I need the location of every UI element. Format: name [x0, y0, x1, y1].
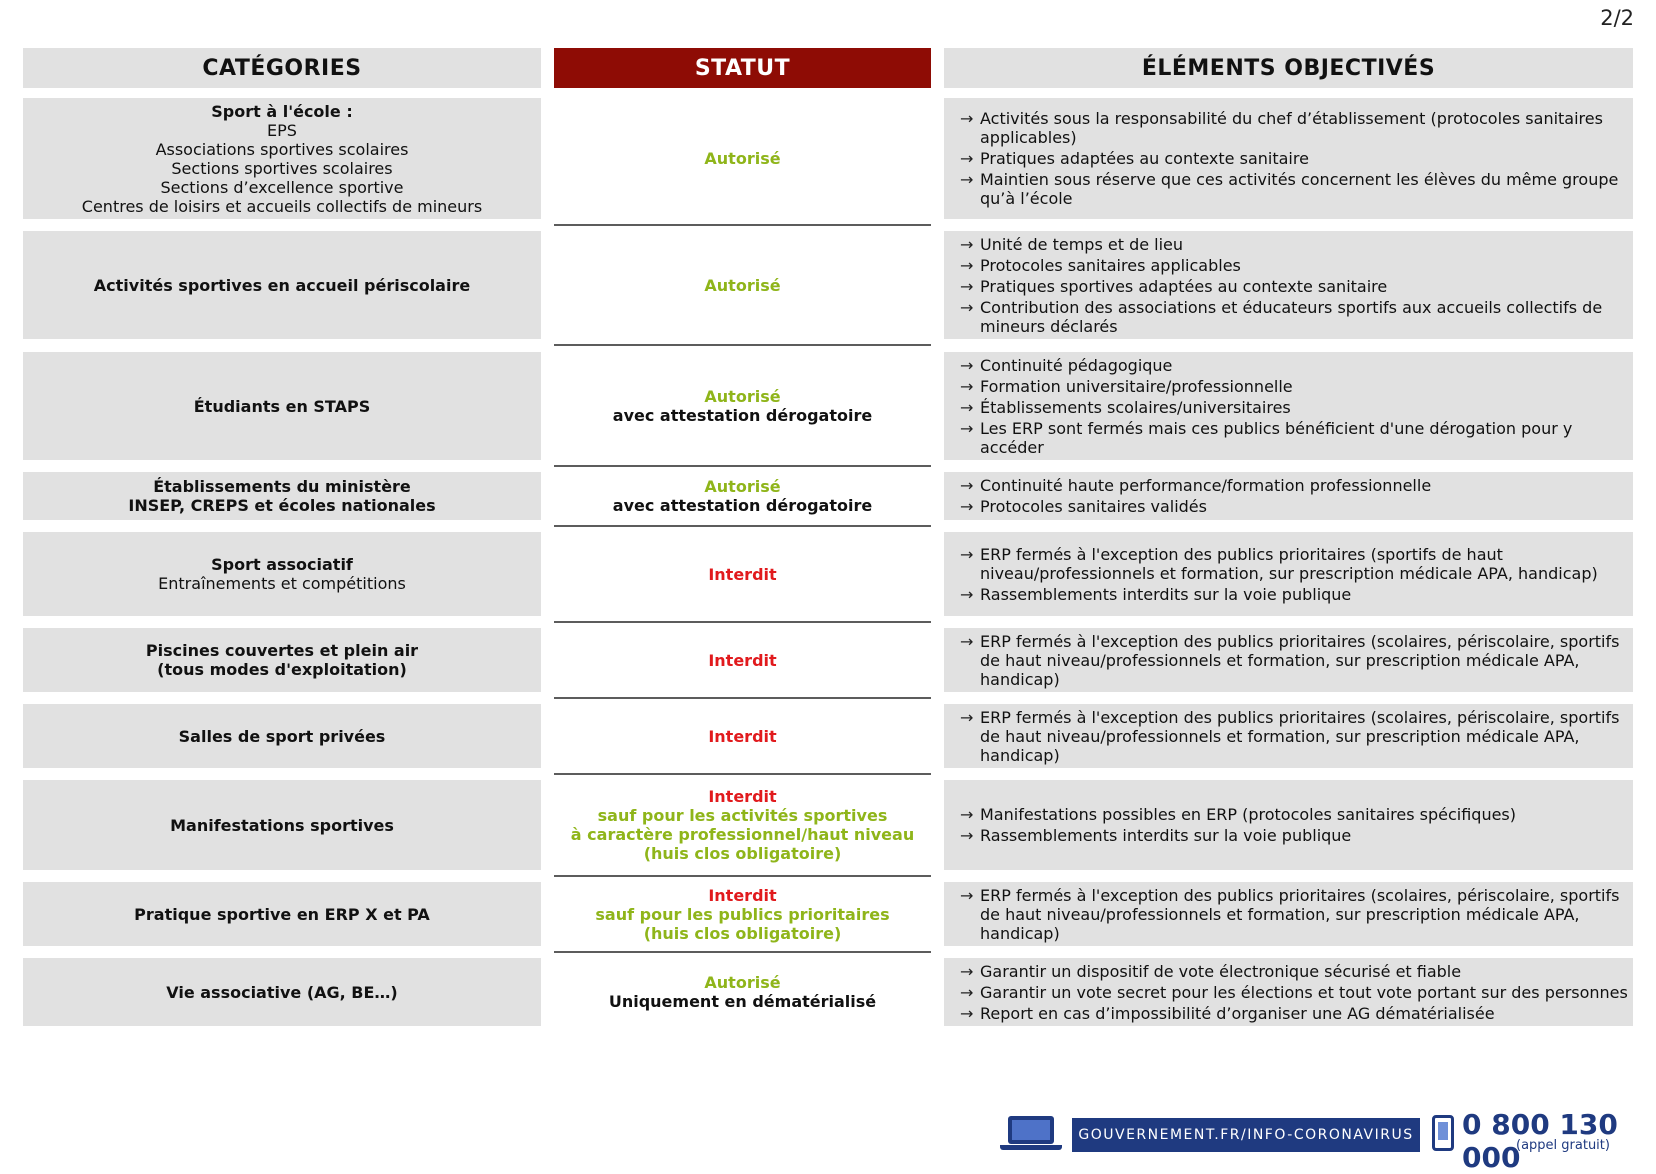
arrow-right-icon: → [960, 109, 974, 128]
element-text: Rassemblements interdits sur la voie publique [980, 826, 1352, 845]
status-cell [554, 958, 931, 1026]
category-cell [23, 628, 541, 692]
element-bullet [960, 298, 1633, 336]
element-text: Les ERP sont fermés mais ces publics bénéficient d'une dérogation pour y accéder [980, 418, 1573, 457]
phone-note: (appel gratuit) [1516, 1138, 1610, 1153]
laptop-icon [1000, 1116, 1062, 1150]
status-note: sauf pour les activités sportives [597, 806, 888, 825]
row-divider [554, 697, 931, 699]
arrow-right-icon: → [960, 631, 974, 651]
category-cell [23, 352, 541, 460]
element-text: Continuité haute performance/formation professionnelle [980, 476, 1432, 495]
table-row [0, 231, 1656, 339]
elements-cell [944, 628, 1633, 692]
category-line: Sections d’excellence sportive [160, 177, 404, 197]
status-badge: Autorisé [704, 477, 781, 496]
status-note: Uniquement en dématérialisé [608, 992, 877, 1011]
category-line: Centres de loisirs et accueils collectifs de mineurs [81, 196, 483, 216]
elements-cell [944, 704, 1633, 768]
element-text: Protocoles sanitaires validés [980, 497, 1207, 516]
category-line: Manifestations sportives [170, 815, 394, 835]
table-row [0, 472, 1656, 520]
header-statut: STATUT [554, 48, 931, 88]
status-cell [554, 628, 931, 692]
status-note: sauf pour les publics prioritaires [595, 904, 890, 924]
header-categories: CATÉGORIES [23, 48, 541, 88]
category-cell [23, 231, 541, 339]
elements-cell [944, 352, 1633, 460]
category-line: Activités sportives en accueil périscolaire [93, 275, 471, 295]
category-cell [23, 882, 541, 946]
element-text: Formation universitaire/professionnelle [980, 376, 1293, 396]
status-badge: Interdit [708, 650, 777, 670]
row-divider [554, 621, 931, 623]
status-note: avec attestation dérogatoire [612, 406, 873, 425]
category-line: Salles de sport privées [178, 726, 386, 746]
element-text: Manifestations possibles en ERP (protocoles sanitaires spécifiques) [980, 805, 1517, 824]
element-bullet [960, 356, 1633, 375]
element-bullet [960, 419, 1633, 457]
elements-cell [944, 231, 1633, 339]
status-cell [554, 704, 931, 768]
element-bullet [960, 398, 1633, 417]
elements-cell [944, 532, 1633, 616]
row-divider [554, 465, 931, 467]
element-text: ERP fermés à l'exception des publics prioritaires (scolaires, périscolaire, sportifs de haut niveau/professionnels et formation, sur prescription médicale APA, handicap) [980, 885, 1620, 943]
category-line: Sport à l'école : [211, 101, 353, 121]
arrow-right-icon: → [960, 234, 974, 254]
table-row [0, 882, 1656, 946]
category-line: (tous modes d'exploitation) [157, 660, 407, 679]
element-text: ERP fermés à l'exception des publics prioritaires (scolaires, périscolaire, sportifs de haut niveau/professionnels et formation, sur prescription médicale APA, handicap) [980, 707, 1620, 765]
element-text: Protocoles sanitaires applicables [980, 255, 1241, 275]
phone-number[interactable]: 0 800 130 000 [1462, 1108, 1618, 1174]
element-bullet [960, 585, 1633, 604]
arrow-right-icon: → [960, 885, 974, 905]
arrow-right-icon: → [960, 805, 974, 824]
element-text: ERP fermés à l'exception des publics prioritaires (sportifs de haut niveau/professionnels et formation, sur prescription médicale APA, handicap) [980, 544, 1598, 583]
element-text: ERP fermés à l'exception des publics prioritaires (scolaires, périscolaire, sportifs de haut niveau/professionnels et formation, sur prescription médicale APA, handicap) [980, 631, 1620, 689]
category-line: Entraînements et compétitions [158, 574, 406, 593]
row-divider [554, 773, 931, 775]
element-bullet [960, 256, 1633, 275]
arrow-right-icon: → [960, 982, 974, 1002]
category-line: Établissements du ministère [153, 477, 411, 496]
phone-icon [1432, 1115, 1454, 1151]
category-line: Piscines couvertes et plein air [145, 641, 419, 660]
element-bullet [960, 476, 1633, 495]
element-bullet [960, 170, 1633, 208]
element-text: Rassemblements interdits sur la voie publique [980, 584, 1352, 604]
status-badge: Interdit [708, 787, 777, 806]
arrow-right-icon: → [960, 707, 974, 727]
element-bullet [960, 1004, 1633, 1023]
status-badge: Autorisé [704, 973, 781, 992]
arrow-right-icon: → [960, 1003, 974, 1023]
status-badge: Autorisé [704, 275, 781, 295]
status-cell [554, 532, 931, 616]
table-row [0, 704, 1656, 768]
category-line: Pratique sportive en ERP X et PA [134, 904, 430, 924]
elements-cell [944, 472, 1633, 520]
elements-cell [944, 958, 1633, 1026]
arrow-right-icon: → [960, 961, 974, 981]
element-bullet [960, 886, 1633, 943]
element-bullet [960, 632, 1633, 689]
element-text: Contribution des associations et éducateurs sportifs aux accueils collectifs de mineurs déclarés [980, 297, 1603, 336]
arrow-right-icon: → [960, 476, 974, 495]
row-divider [554, 344, 931, 346]
row-divider [554, 951, 931, 953]
category-cell [23, 958, 541, 1026]
status-note: (huis clos obligatoire) [643, 923, 842, 943]
elements-cell [944, 882, 1633, 946]
element-text: Pratiques sportives adaptées au contexte sanitaire [980, 276, 1388, 296]
table-row [0, 532, 1656, 616]
arrow-right-icon: → [960, 497, 974, 516]
element-text: Garantir un dispositif de vote électronique sécurisé et fiable [980, 961, 1462, 981]
status-badge: Interdit [708, 885, 777, 905]
element-text: Établissements scolaires/universitaires [980, 397, 1291, 417]
category-line: INSEP, CREPS et écoles nationales [128, 496, 436, 515]
element-bullet [960, 235, 1633, 254]
table-row [0, 98, 1656, 219]
category-line: Sections sportives scolaires [171, 158, 393, 178]
element-bullet [960, 277, 1633, 296]
arrow-right-icon: → [960, 397, 974, 417]
table-row [0, 958, 1656, 1026]
element-bullet [960, 805, 1633, 824]
header-elements: ÉLÉMENTS OBJECTIVÉS [944, 48, 1633, 88]
arrow-right-icon: → [960, 255, 974, 275]
category-cell [23, 704, 541, 768]
element-bullet [960, 377, 1633, 396]
category-cell [23, 532, 541, 616]
element-text: Report en cas d’impossibilité d’organiser une AG dématérialisée [980, 1003, 1495, 1023]
status-note: (huis clos obligatoire) [643, 844, 842, 863]
category-cell [23, 780, 541, 870]
status-badge: Interdit [708, 726, 777, 746]
element-bullet [960, 149, 1633, 168]
table-row [0, 352, 1656, 460]
element-text: Maintien sous réserve que ces activités concernent les élèves du même groupe qu’à l’école [980, 170, 1619, 208]
status-note: à caractère professionnel/haut niveau [570, 825, 915, 844]
status-note: avec attestation dérogatoire [612, 496, 873, 515]
elements-cell [944, 98, 1633, 219]
category-line: EPS [267, 120, 297, 140]
table-row [0, 628, 1656, 692]
element-bullet [960, 545, 1633, 583]
status-cell [554, 352, 931, 460]
arrow-right-icon: → [960, 826, 974, 845]
element-text: Unité de temps et de lieu [980, 234, 1184, 254]
element-bullet [960, 983, 1633, 1002]
row-divider [554, 875, 931, 877]
status-badge: Autorisé [704, 149, 781, 168]
category-line: Étudiants en STAPS [193, 396, 371, 416]
element-text: Pratiques adaptées au contexte sanitaire [980, 149, 1309, 168]
category-line: Sport associatif [211, 555, 353, 574]
status-badge: Interdit [708, 564, 777, 584]
status-cell [554, 231, 931, 339]
arrow-right-icon: → [960, 297, 974, 317]
category-cell [23, 472, 541, 520]
category-cell [23, 98, 541, 219]
status-cell [554, 98, 931, 219]
status-cell [554, 780, 931, 870]
element-bullet [960, 497, 1633, 516]
table-row [0, 780, 1656, 870]
category-line: Associations sportives scolaires [155, 139, 409, 159]
info-url[interactable]: GOUVERNEMENT.FR/INFO-CORONAVIRUS [1072, 1118, 1420, 1152]
status-cell [554, 882, 931, 946]
element-text: Garantir un vote secret pour les élections et tout vote portant sur des personnes [980, 982, 1628, 1002]
arrow-right-icon: → [960, 418, 974, 438]
row-divider [554, 224, 931, 226]
arrow-right-icon: → [960, 584, 974, 604]
arrow-right-icon: → [960, 276, 974, 296]
element-text: Activités sous la responsabilité du chef d’établissement (protocoles sanitaires applicables) [980, 109, 1603, 147]
element-text: Continuité pédagogique [980, 355, 1173, 375]
arrow-right-icon: → [960, 355, 974, 375]
arrow-right-icon: → [960, 376, 974, 396]
category-line: Vie associative (AG, BE…) [166, 982, 398, 1002]
element-bullet [960, 109, 1633, 147]
status-badge: Autorisé [704, 387, 781, 406]
arrow-right-icon: → [960, 544, 974, 564]
status-cell [554, 472, 931, 520]
element-bullet [960, 708, 1633, 765]
page-number: 2/2 [1600, 6, 1634, 30]
element-bullet [960, 826, 1633, 845]
row-divider [554, 525, 931, 527]
arrow-right-icon: → [960, 149, 974, 168]
arrow-right-icon: → [960, 170, 974, 189]
elements-cell [944, 780, 1633, 870]
element-bullet [960, 962, 1633, 981]
